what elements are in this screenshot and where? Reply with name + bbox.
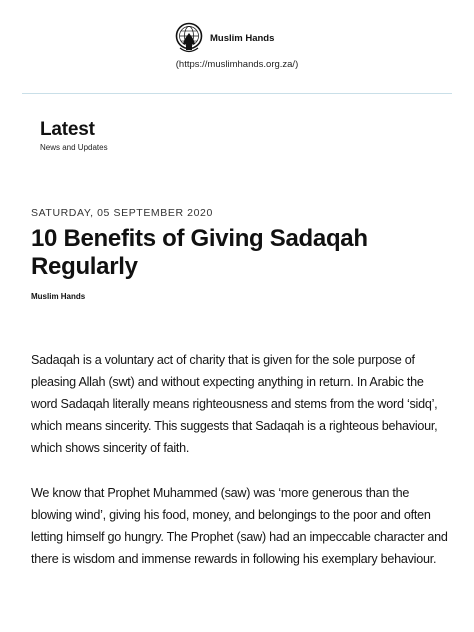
section-title: Latest xyxy=(40,119,95,140)
post-body xyxy=(31,349,449,593)
header-divider xyxy=(22,93,452,94)
post-author: Muslim Hands xyxy=(31,292,86,301)
site-header xyxy=(0,22,474,74)
muslim-hands-logo-icon xyxy=(174,22,204,56)
site-url-link[interactable]: (https://muslimhands.org.za/) xyxy=(175,59,299,70)
post-date: SATURDAY, 05 SEPTEMBER 2020 xyxy=(31,207,213,219)
body-paragraph: We know that Prophet Muhammed (saw) was ‘more generous than the blowing wind’, giving his food, money, and belongings to the poor and often letting himself go hungry. The Prophet (saw) had an impeccable character and there is wisdom and immense rewards in following his exemplary behaviour. xyxy=(31,486,448,566)
section-subtitle: News and Updates xyxy=(40,143,108,152)
brand-name: Muslim Hands xyxy=(210,32,275,44)
body-paragraph: Sadaqah is a voluntary act of charity that is given for the sole purpose of pleasing Allah (swt) and without expecting anything in return. In Arabic the word Sadaqah literally means righteousness and stems from the word ‘sidq’, which means sincerity. This suggests that Sadaqah is a righteous behaviour, which shows sincerity of faith. xyxy=(31,353,438,455)
post-title: 10 Benefits of Giving Sadaqah Regularly xyxy=(31,225,368,280)
brand[interactable] xyxy=(174,22,274,56)
